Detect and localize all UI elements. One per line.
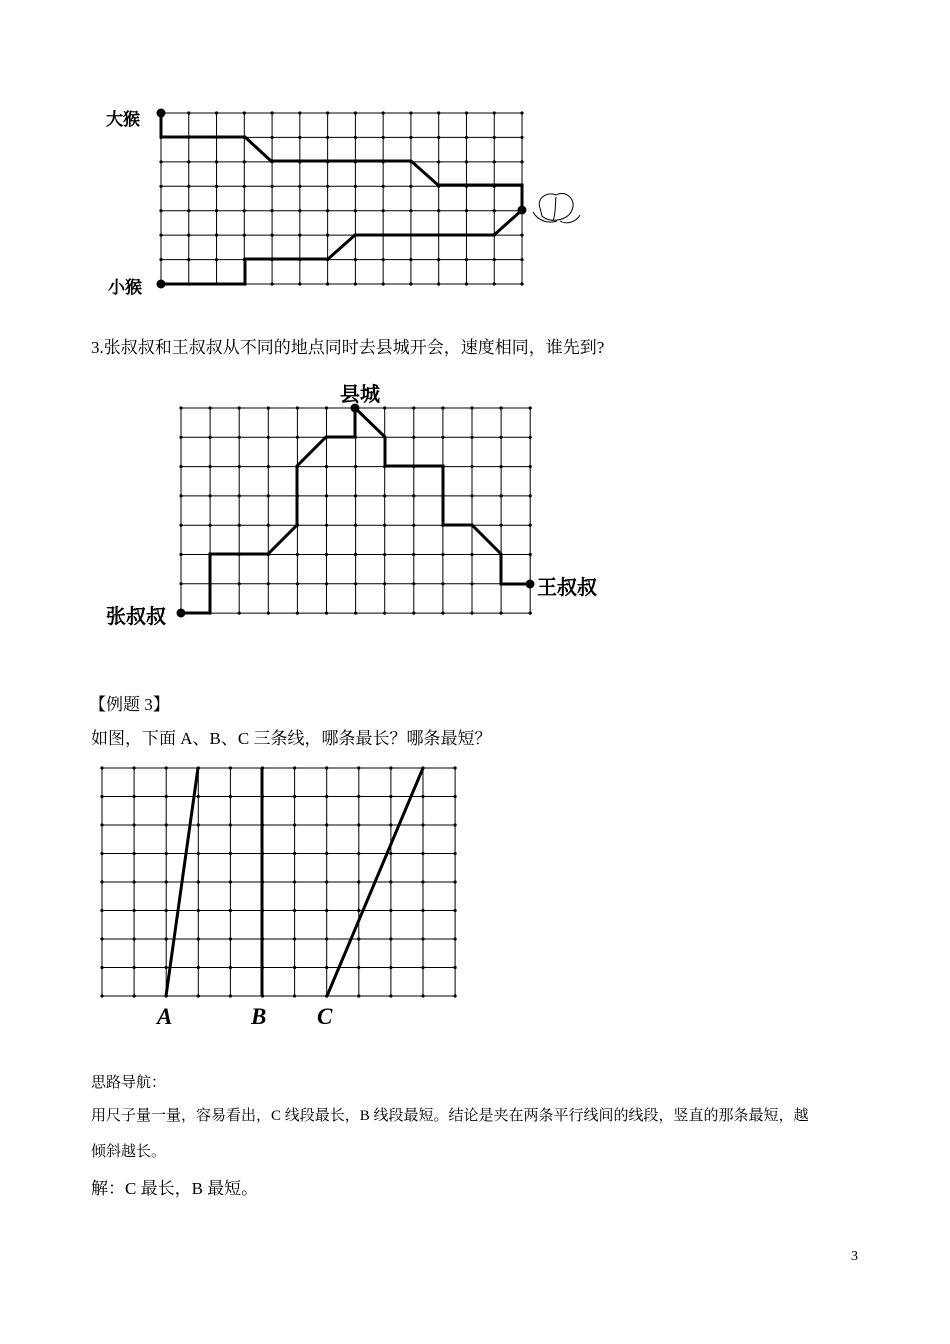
town-grid-node [179, 406, 182, 409]
monkey-grid-node [520, 136, 523, 139]
monkey-grid-node [270, 136, 273, 139]
town-grid-node [529, 524, 532, 527]
town-grid-node [470, 465, 473, 468]
town-grid-node [500, 494, 503, 497]
town-grid-node [412, 494, 415, 497]
guide-line-1: 用尺子量一量，容易看出，C 线段最长，B 线段最短。结论是夹在两条平行线间的线段，竖直的那条最短，越 [91, 1108, 809, 1124]
abc-grid-node [454, 823, 457, 826]
town-grid-node [441, 406, 444, 409]
abc-grid-node [293, 766, 296, 769]
abc-grid-node [165, 966, 168, 969]
zhang-label: 张叔叔 [106, 606, 166, 628]
monkey-grid-node [493, 160, 496, 163]
town-grid-node [470, 436, 473, 439]
abc-grid-node [229, 795, 232, 798]
abc-grid-node [165, 823, 168, 826]
guide-title: 思路导航： [91, 1075, 167, 1091]
town-grid-node [179, 553, 182, 556]
abc-grid-node [325, 766, 328, 769]
monkey-grid-node [270, 282, 273, 285]
town-grid-node [412, 612, 415, 615]
monkey-grid-node [187, 258, 190, 261]
abc-grid-node [165, 937, 168, 940]
monkey-grid-node [437, 258, 440, 261]
town-grid-node [383, 494, 386, 497]
town-grid-node [179, 436, 182, 439]
example-3-heading: 【例题 3】 [89, 695, 170, 714]
monkey-grid-node [409, 136, 412, 139]
abc-grid-node [165, 909, 168, 912]
monkey-grid-node [382, 209, 385, 212]
monkey-grid-node [465, 136, 468, 139]
abc-grid-node [133, 966, 136, 969]
zhang-start-dot [177, 609, 186, 618]
monkey-grid-node [354, 258, 357, 261]
town-grid-node [296, 553, 299, 556]
monkey-grid-node [382, 136, 385, 139]
town-grid-node [412, 406, 415, 409]
town-grid-node [412, 524, 415, 527]
monkey-grid-node [298, 282, 301, 285]
small-monkey-start-dot [157, 280, 166, 289]
abc-grid-node [389, 966, 392, 969]
abc-grid-node [100, 966, 103, 969]
answer: 解：C 最长，B 最短。 [91, 1179, 259, 1198]
town-grid-node [179, 465, 182, 468]
abc-grid-node [421, 937, 424, 940]
abc-grid-node [165, 880, 168, 883]
monkey-grid-node [187, 160, 190, 163]
abc-grid-node [165, 852, 168, 855]
town-grid-node [529, 553, 532, 556]
town-grid-node [470, 406, 473, 409]
abc-grid-node [165, 766, 168, 769]
abc-grid-node [100, 766, 103, 769]
monkey-grid-node [409, 258, 412, 261]
abc-grid-node [325, 795, 328, 798]
monkey-grid-node [298, 234, 301, 237]
monkey-grid-node [354, 136, 357, 139]
monkey-grid-node [520, 160, 523, 163]
abc-grid-node [454, 766, 457, 769]
abc-grid-node [197, 937, 200, 940]
town-grid-node [238, 582, 241, 585]
abc-grid-node [229, 966, 232, 969]
abc-grid-node [197, 994, 200, 997]
abc-grid-node [100, 852, 103, 855]
town-grid-node [209, 406, 212, 409]
town-grid-node [412, 582, 415, 585]
abc-grid-node [389, 909, 392, 912]
monkey-grid-node [520, 282, 523, 285]
label-a: A [157, 1004, 173, 1029]
town-grid-node [179, 524, 182, 527]
monkey-grid-node [243, 111, 246, 114]
town-grid-node [441, 553, 444, 556]
monkey-grid-node [409, 111, 412, 114]
abc-grid-node [357, 966, 360, 969]
abc-grid-node [133, 994, 136, 997]
town-grid-node [529, 494, 532, 497]
abc-grid-node [389, 937, 392, 940]
town-grid-node [296, 582, 299, 585]
abc-grid-node [357, 909, 360, 912]
abc-grid-node [229, 909, 232, 912]
monkey-grid-node [354, 209, 357, 212]
monkey-grid-node [465, 258, 468, 261]
abc-grid-node [389, 766, 392, 769]
monkey-grid-node [270, 185, 273, 188]
wang-start-dot [526, 580, 535, 589]
question-3-text: 3.张叔叔和王叔叔从不同的地点同时去县城开会，速度相同，谁先到? [91, 338, 605, 357]
town-grid-node [383, 524, 386, 527]
monkey-grid-node [215, 258, 218, 261]
abc-grid-node [325, 852, 328, 855]
monkey-grid-node [159, 258, 162, 261]
abc-grid-node [357, 880, 360, 883]
town-grid-node [267, 494, 270, 497]
town-grid-node [209, 494, 212, 497]
example-3-question: 如图，下面 A、B、C 三条线，哪条最长？哪条最短？ [91, 729, 492, 748]
abc-grid-node [389, 994, 392, 997]
abc-grid-node [133, 909, 136, 912]
abc-grid-node [293, 823, 296, 826]
abc-grid-node [229, 852, 232, 855]
big-monkey-label: 大猴 [106, 110, 140, 129]
abc-grid-node [421, 795, 424, 798]
guide-line-2: 倾斜越长。 [91, 1144, 167, 1160]
monkey-grid-node [409, 209, 412, 212]
town-grid-node [354, 582, 357, 585]
label-c: C [317, 1004, 333, 1029]
monkey-grid-node [215, 111, 218, 114]
town-grid-node [529, 465, 532, 468]
town-grid-node [325, 494, 328, 497]
monkey-grid-node [187, 185, 190, 188]
monkey-grid-node [437, 160, 440, 163]
town-grid-node [238, 406, 241, 409]
abc-grid-node [100, 823, 103, 826]
town-grid-node [500, 406, 503, 409]
abc-grid-node [454, 909, 457, 912]
abc-grid-node [229, 994, 232, 997]
abc-grid-node [389, 795, 392, 798]
abc-grid-node [389, 880, 392, 883]
abc-grid-node [357, 823, 360, 826]
monkey-grid-node [493, 209, 496, 212]
town-grid-node [500, 465, 503, 468]
town-grid-node [179, 582, 182, 585]
monkey-grid-node [326, 282, 329, 285]
abc-grid-node [421, 966, 424, 969]
town-grid-node [500, 524, 503, 527]
monkey-grid-node [437, 136, 440, 139]
abc-grid-node [325, 909, 328, 912]
abc-grid-node [454, 994, 457, 997]
town-grid-node [412, 436, 415, 439]
monkey-grid-node [215, 209, 218, 212]
town-grid-node [500, 612, 503, 615]
monkey-grid-node [493, 282, 496, 285]
page-number: 3 [851, 1249, 858, 1264]
abc-grid-node [197, 966, 200, 969]
monkey-grid-node [159, 234, 162, 237]
town-grid-node [179, 494, 182, 497]
town-grid-node [238, 524, 241, 527]
abc-grid-node [293, 795, 296, 798]
abc-grid-node [100, 795, 103, 798]
town-grid-node [354, 465, 357, 468]
abc-grid-node [133, 880, 136, 883]
abc-grid-node [100, 937, 103, 940]
peach-end-dot [518, 206, 527, 215]
monkey-grid-node [270, 234, 273, 237]
abc-grid-node [100, 994, 103, 997]
town-grid-node [441, 612, 444, 615]
abc-grid-node [293, 966, 296, 969]
monkey-grid-node [409, 282, 412, 285]
abc-grid-node [421, 852, 424, 855]
abc-grid-node [133, 795, 136, 798]
monkey-grid-node [409, 185, 412, 188]
abc-grid-node [197, 909, 200, 912]
town-grid-node [441, 436, 444, 439]
abc-grid-node [133, 937, 136, 940]
town-grid-node [296, 406, 299, 409]
abc-grid-node [229, 880, 232, 883]
monkey-grid-node [465, 282, 468, 285]
abc-grid-node [325, 880, 328, 883]
monkey-grid-node [354, 111, 357, 114]
abc-grid-node [454, 937, 457, 940]
monkey-grid-node [326, 136, 329, 139]
monkey-grid-node [465, 209, 468, 212]
town-grid-node [209, 524, 212, 527]
town-grid-node [267, 406, 270, 409]
town-grid-node [325, 465, 328, 468]
town-grid-node [296, 612, 299, 615]
monkey-grid-node [326, 234, 329, 237]
monkey-grid-node [243, 185, 246, 188]
abc-grid-node [293, 909, 296, 912]
town-grid-node [209, 465, 212, 468]
abc-grid-node [165, 795, 168, 798]
small-monkey-path [161, 210, 522, 284]
town-grid-node [383, 553, 386, 556]
abc-grid-node [100, 909, 103, 912]
town-grid-node [238, 436, 241, 439]
abc-grid-node [325, 937, 328, 940]
town-grid-node [354, 524, 357, 527]
town-grid-node [470, 612, 473, 615]
abc-grid-node [357, 852, 360, 855]
monkey-grid-node [159, 160, 162, 163]
peach-icon [533, 193, 580, 222]
label-b: B [251, 1004, 267, 1029]
abc-grid-node [454, 795, 457, 798]
abc-grid-node [325, 966, 328, 969]
town-grid-node [267, 465, 270, 468]
town-grid-node [267, 612, 270, 615]
monkey-grid-node [215, 234, 218, 237]
monkey-grid-node [520, 234, 523, 237]
town-grid-node [383, 406, 386, 409]
monkey-grid-node [493, 258, 496, 261]
monkey-grid-node [215, 185, 218, 188]
monkey-grid-node [465, 111, 468, 114]
town-grid-node [529, 612, 532, 615]
town-grid-node [325, 406, 328, 409]
town-grid-node [238, 465, 241, 468]
monkey-grid-node [298, 136, 301, 139]
abc-grid-node [357, 795, 360, 798]
town-grid-node [412, 553, 415, 556]
town-grid-node [267, 436, 270, 439]
town-grid-node [238, 494, 241, 497]
abc-grid-node [421, 823, 424, 826]
monkey-grid-node [270, 209, 273, 212]
monkey-grid-node [298, 185, 301, 188]
abc-grid-node [325, 823, 328, 826]
monkey-grid-node [187, 209, 190, 212]
town-grid-node [470, 494, 473, 497]
town-grid-node [529, 406, 532, 409]
abc-grid-node [229, 937, 232, 940]
town-grid-node [529, 436, 532, 439]
abc-grid-node [197, 795, 200, 798]
abc-grid-node [133, 766, 136, 769]
monkey-grid-node [215, 160, 218, 163]
abc-grid-node [229, 823, 232, 826]
monkey-grid-node [354, 282, 357, 285]
abc-grid-node [357, 766, 360, 769]
abc-grid-node [454, 966, 457, 969]
monkey-grid-node [159, 185, 162, 188]
abc-grid-node [293, 852, 296, 855]
abc-grid-node [357, 937, 360, 940]
monkey-grid-node [382, 258, 385, 261]
abc-grid-node [229, 766, 232, 769]
abc-grid-node [197, 823, 200, 826]
monkey-grid-node [243, 234, 246, 237]
monkey-grid-node [326, 209, 329, 212]
town-grid-node [238, 612, 241, 615]
monkey-grid-node [465, 160, 468, 163]
abc-grid-node [133, 823, 136, 826]
monkey-grid-node [493, 136, 496, 139]
abc-grid-node [421, 880, 424, 883]
abc-grid-node [197, 880, 200, 883]
town-grid-node [296, 436, 299, 439]
monkey-grid-node [298, 111, 301, 114]
abc-grid-node [389, 852, 392, 855]
monkey-grid-node [243, 160, 246, 163]
town-grid-node [267, 524, 270, 527]
abc-grid-node [421, 994, 424, 997]
monkey-grid-node [187, 234, 190, 237]
town-grid-node [383, 612, 386, 615]
town-grid-node [470, 582, 473, 585]
monkey-grid-node [520, 111, 523, 114]
small-monkey-label: 小猴 [108, 278, 142, 297]
county-town-label: 县城 [340, 384, 380, 406]
monkey-grid-node [382, 185, 385, 188]
town-grid-node [383, 582, 386, 585]
town-grid-node [354, 553, 357, 556]
big-monkey-start-dot [157, 109, 166, 118]
abc-grid-node [454, 880, 457, 883]
town-grid-node [267, 582, 270, 585]
monkey-grid-node [437, 111, 440, 114]
town-grid-node [325, 612, 328, 615]
monkey-grid-node [382, 111, 385, 114]
town-grid-node [325, 524, 328, 527]
abc-grid-node [100, 880, 103, 883]
monkey-grid-node [270, 111, 273, 114]
abc-grid-node [454, 852, 457, 855]
monkey-grid-node [326, 111, 329, 114]
town-grid-node [441, 582, 444, 585]
abc-grid-node [357, 994, 360, 997]
town-grid-node [354, 494, 357, 497]
abc-grid-node [389, 823, 392, 826]
monkey-grid-node [493, 111, 496, 114]
monkey-grid-node [437, 282, 440, 285]
abc-grid-node [293, 880, 296, 883]
town-grid-node [354, 612, 357, 615]
town-grid-node [209, 436, 212, 439]
abc-grid-node [293, 994, 296, 997]
town-grid-node [500, 436, 503, 439]
monkey-grid-node [243, 209, 246, 212]
monkey-grid-node [326, 185, 329, 188]
abc-grid-node [197, 852, 200, 855]
town-grid-node [470, 553, 473, 556]
monkey-grid-node [187, 111, 190, 114]
town-grid-node [325, 582, 328, 585]
monkey-grid-node [382, 282, 385, 285]
wang-label: 王叔叔 [537, 577, 597, 599]
abc-grid-node [293, 937, 296, 940]
monkey-grid-node [354, 185, 357, 188]
abc-grid-node [421, 909, 424, 912]
monkey-grid-node [520, 258, 523, 261]
monkey-grid-node [159, 209, 162, 212]
town-grid-node [325, 553, 328, 556]
abc-grid-node [133, 852, 136, 855]
monkey-grid-node [298, 209, 301, 212]
monkey-grid-node [437, 209, 440, 212]
